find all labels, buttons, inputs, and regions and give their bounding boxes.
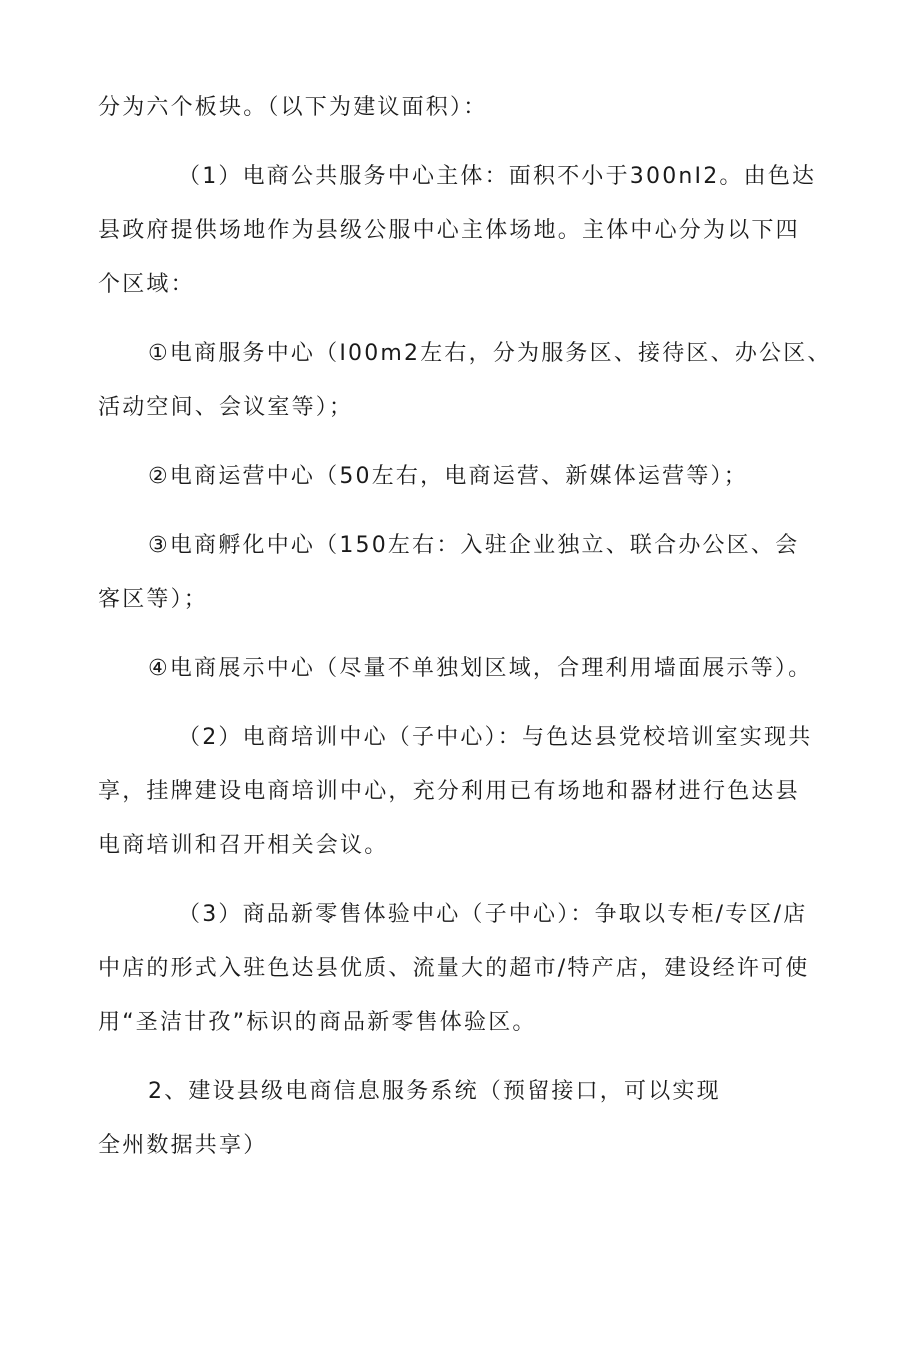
paragraph-line: （3）商品新零售体验中心（子中心）：争取以专柜/专区/店	[178, 902, 808, 927]
paragraph-line: 用“圣洁甘孜”标识的商品新零售体验区。	[98, 1010, 537, 1035]
paragraph-line: ②电商运营中心（50左右，电商运营、新媒体运营等）；	[148, 464, 748, 489]
paragraph-line: 县政府提供场地作为县级公服中心主体场地。主体中心分为以下四	[98, 218, 800, 243]
paragraph-line: ③电商孵化中心（150左右：入驻企业独立、联合办公区、会	[148, 533, 800, 558]
paragraph-line: ①电商服务中心（I00m2左右，分为服务区、接待区、办公区、	[148, 341, 832, 366]
paragraph-line: 电商培训和召开相关会议。	[98, 833, 389, 858]
paragraph-line: 享，挂牌建设电商培训中心，充分利用已有场地和器材进行色达县	[98, 779, 800, 804]
paragraph-line: 中店的形式入驻色达县优质、流量大的超市/特产店，建设经许可使	[98, 956, 810, 981]
paragraph-line: 全州数据共享）	[98, 1133, 268, 1158]
paragraph-line: 分为六个板块。（以下为建议面积）：	[98, 95, 488, 120]
paragraph-line: （1）电商公共服务中心主体：面积不小于300nI2。由色达	[178, 164, 817, 189]
paragraph-line: 2、建设县级电商信息服务系统（预留接口，可以实现	[148, 1079, 721, 1104]
paragraph-line: 个区域：	[98, 272, 195, 297]
paragraph-line: 客区等）；	[98, 587, 209, 612]
paragraph-line: ④电商展示中心（尽量不单独划区域，合理利用墙面展示等）。	[148, 656, 813, 681]
paragraph-line: 活动空间、会议室等）；	[98, 395, 354, 420]
paragraph-line: （2）电商培训中心（子中心）：与色达县党校培训室实现共	[178, 725, 813, 750]
